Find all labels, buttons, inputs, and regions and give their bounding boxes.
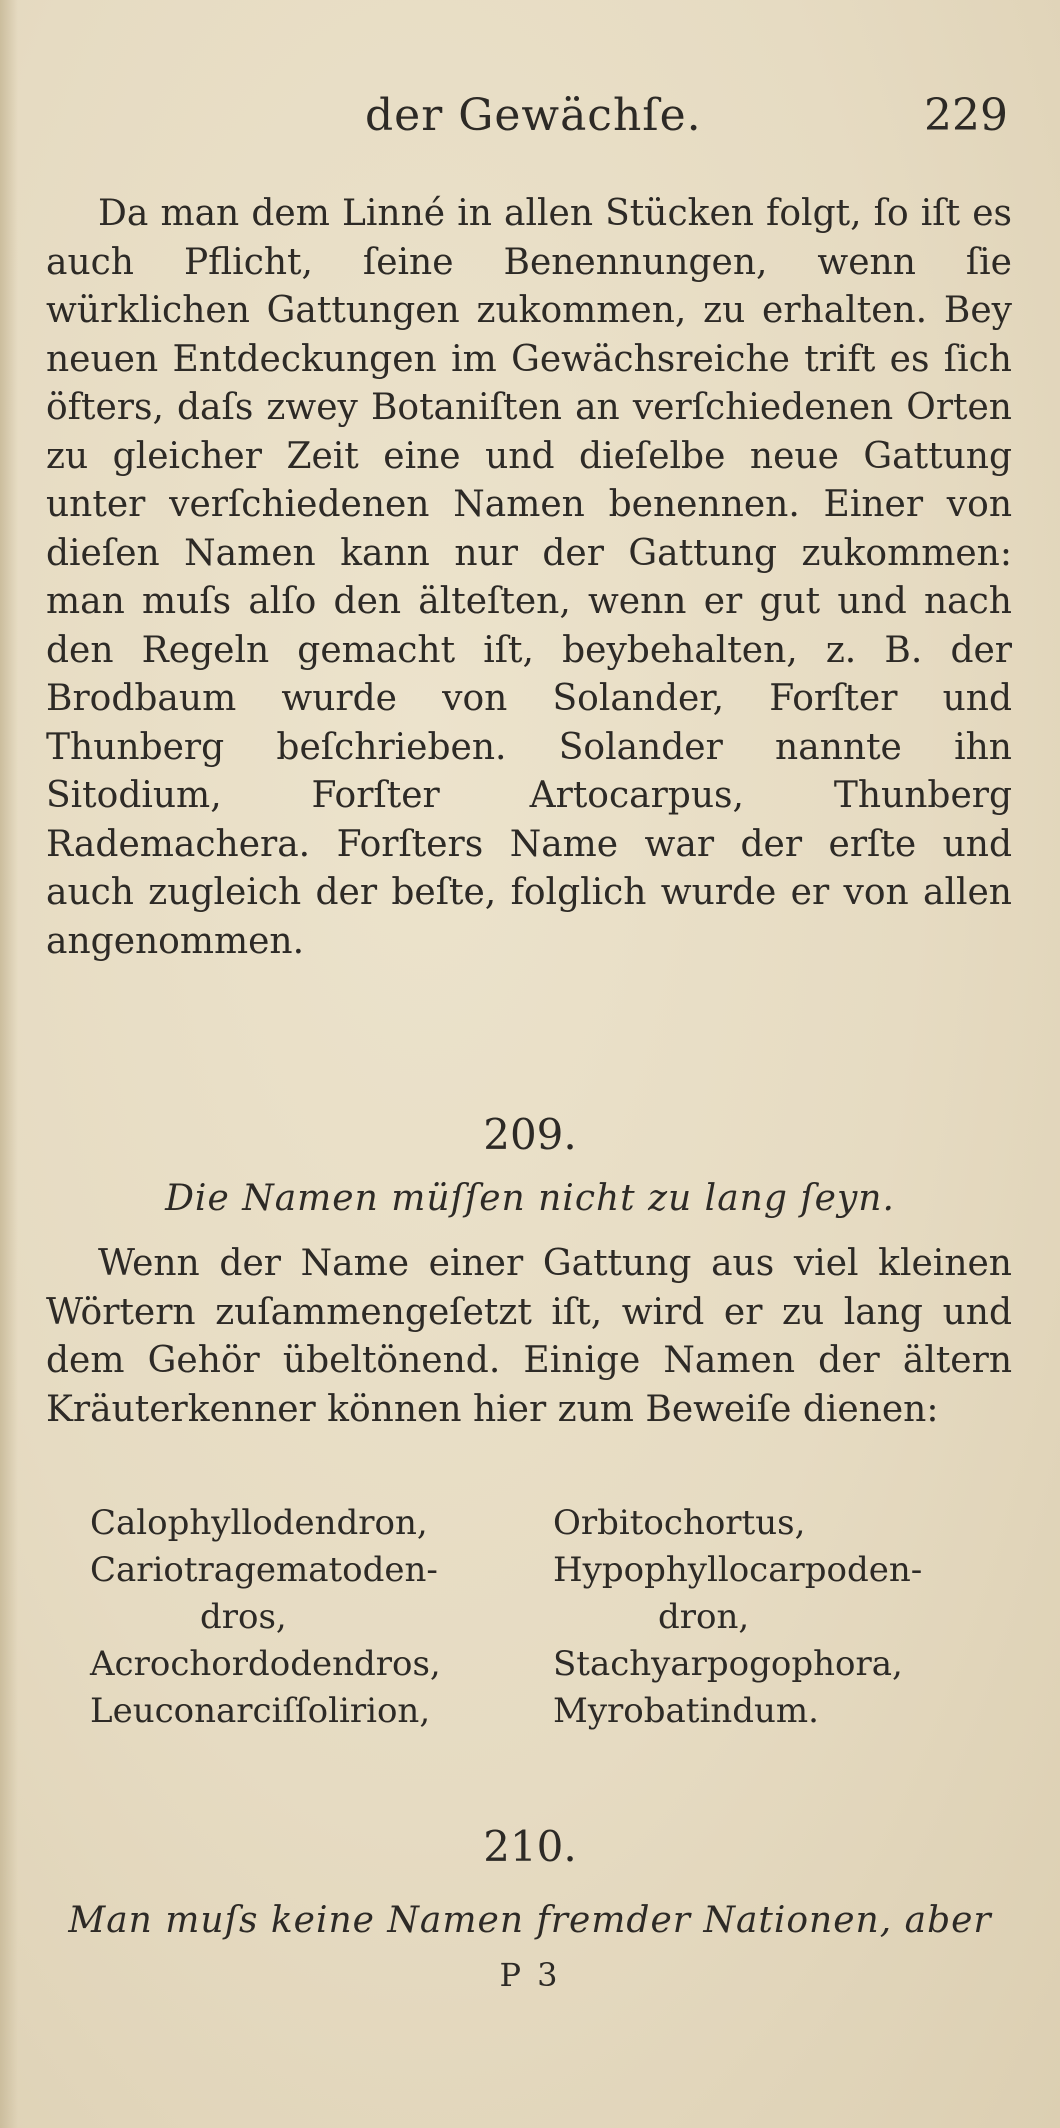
paragraph-209 [46, 1240, 1012, 1434]
section-number-209: 209. [483, 1110, 577, 1159]
example-name: Stachyarpogophora, [553, 1644, 903, 1684]
example-name: Cariotragematoden- [90, 1550, 438, 1590]
example-name: Acrochordodendros, [90, 1644, 441, 1684]
paragraph-208-continuation [46, 190, 1012, 966]
example-name: Leuconarciſſolirion, [90, 1691, 431, 1731]
example-name-continuation: dron, [658, 1597, 750, 1637]
section-number-210: 210. [483, 1822, 577, 1871]
paragraph-text: Wenn der Name einer Gattung aus viel kleinen Wörtern zuſammengeſetzt iſt, wird er zu lang und dem Gehör übeltönend. Einige Namen der ältern Kräuterkenner können hier zum Beweiſe dienen: [46, 1243, 1012, 1430]
example-name: Calophyllodendron, [90, 1503, 428, 1543]
example-names-list [0, 1500, 1060, 1760]
paragraph-text: Da man dem Linné in allen Stücken folgt, ſo iſt es auch Pflicht, ſeine Benennungen, wenn ſie würklichen Gattungen zukommen, zu erhalten. Bey neuen Entdeckungen im Gewächsreiche trift es ſich öfters, daſs zwey Botaniſten an verſchiedenen Orten zu gleicher Zeit eine und dieſelbe neue Gattung unter verſchiedenen Namen benennen. Einer von dieſen Namen kann nur der Gattung zukommen: man muſs alſo den älteſten, wenn er gut und nach den Regeln gemacht iſt, beybehalten, z. B. der Brodbaum wurde von Solander, Forſter und Thunberg beſchrieben. Solander nannte ihn Sitodium, Forſter Artocarpus, Thunberg Rademachera. Forſters Name war der erſte und auch zugleich der beſte, folglich wurde er von allen angenommen. [46, 193, 1012, 962]
signature-mark: P 3 [499, 1956, 561, 1994]
page-header [0, 90, 1060, 150]
names-column-right [553, 1500, 922, 1735]
example-name: Orbitochortus, [553, 1503, 806, 1543]
page-number: 229 [924, 90, 1008, 141]
names-column-left [90, 1500, 441, 1735]
example-name: Myrobatindum. [553, 1691, 819, 1731]
page-edge-shadow [0, 0, 18, 2128]
section-title-209: Die Namen müſſen nicht zu lang ſeyn. [165, 1178, 895, 1219]
section-title-210: Man muſs keine Namen fremder Nationen, aber [68, 1900, 992, 1941]
example-name-continuation: dros, [200, 1597, 287, 1637]
example-name: Hypophyllocarpoden- [553, 1550, 923, 1590]
running-title: der Gewächſe. [365, 90, 702, 141]
